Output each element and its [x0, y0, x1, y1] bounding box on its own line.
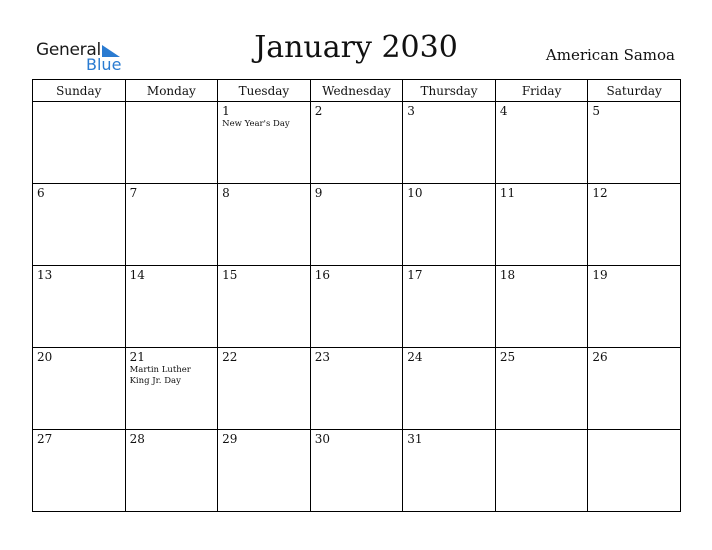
- day-number: 18: [499, 268, 516, 282]
- day-number: 6: [37, 186, 45, 200]
- day-cell: [125, 184, 218, 266]
- day-number: 12: [592, 186, 608, 200]
- weekday-header: Sunday: [33, 80, 126, 102]
- logo-text-blue: Blue: [86, 55, 122, 74]
- day-cell: [310, 348, 403, 430]
- weekday-header: Monday: [125, 80, 218, 102]
- day-cell: [310, 266, 403, 348]
- weekday-header-row: [33, 80, 681, 102]
- week-row: [33, 430, 681, 512]
- day-number: 11: [499, 186, 516, 200]
- week-row: [33, 266, 681, 348]
- day-cell: [125, 266, 218, 348]
- day-number: 19: [592, 268, 608, 282]
- day-number: 28: [129, 432, 145, 446]
- day-cell: [403, 348, 496, 430]
- calendar-title: January 2030: [254, 30, 458, 65]
- day-number: 27: [37, 432, 53, 446]
- day-cell: [588, 348, 681, 430]
- calendar-grid: [32, 79, 681, 512]
- day-cell: [218, 102, 311, 184]
- day-number: 23: [314, 350, 330, 364]
- day-cell: [33, 102, 126, 184]
- day-cell: [588, 430, 681, 512]
- day-cell: [310, 184, 403, 266]
- day-cell: [33, 184, 126, 266]
- day-cell: [125, 348, 218, 430]
- day-cell: [33, 430, 126, 512]
- day-number: 20: [37, 350, 53, 364]
- day-number: 16: [314, 268, 330, 282]
- day-cell: [218, 348, 311, 430]
- holiday-label: New Year's Day: [222, 119, 290, 129]
- day-number: 8: [222, 186, 230, 200]
- day-cell: [495, 430, 588, 512]
- day-cell: [218, 430, 311, 512]
- week-row: [33, 102, 681, 184]
- day-number: 29: [222, 432, 238, 446]
- day-number: 7: [129, 186, 138, 200]
- day-cell: [218, 184, 311, 266]
- day-number: 2: [314, 104, 323, 118]
- day-number: 5: [592, 104, 601, 118]
- day-number: 1: [222, 104, 230, 118]
- day-cell: [218, 266, 311, 348]
- day-number: 13: [37, 268, 53, 282]
- day-cell: [588, 102, 681, 184]
- region-label: American Samoa: [545, 46, 675, 64]
- weekday-header: Wednesday: [310, 80, 403, 102]
- holiday-label: Martin Luther King Jr. Day: [129, 365, 191, 386]
- day-cell: [495, 102, 588, 184]
- day-cell: [33, 348, 126, 430]
- day-cell: [33, 266, 126, 348]
- day-number: 31: [407, 432, 423, 446]
- weekday-header: Saturday: [588, 80, 681, 102]
- day-cell: [125, 430, 218, 512]
- day-cell: [403, 430, 496, 512]
- day-number: 17: [407, 268, 423, 282]
- week-row: [33, 348, 681, 430]
- day-cell: [310, 430, 403, 512]
- day-cell: [125, 102, 218, 184]
- day-cell: [403, 102, 496, 184]
- day-cell: [588, 184, 681, 266]
- day-cell: [588, 266, 681, 348]
- day-number: 10: [407, 186, 423, 200]
- weekday-header: Tuesday: [218, 80, 311, 102]
- weekday-header: Thursday: [403, 80, 496, 102]
- day-cell: [310, 102, 403, 184]
- day-cell: [495, 266, 588, 348]
- day-number: 24: [407, 350, 423, 364]
- day-number: 26: [592, 350, 608, 364]
- day-number: 3: [407, 104, 415, 118]
- day-number: 21: [129, 350, 145, 364]
- day-number: 14: [129, 268, 145, 282]
- week-row: [33, 184, 681, 266]
- day-number: 9: [314, 186, 323, 200]
- day-cell: [495, 348, 588, 430]
- day-number: 4: [499, 104, 508, 118]
- day-cell: [403, 266, 496, 348]
- day-cell: [495, 184, 588, 266]
- day-number: 22: [222, 350, 238, 364]
- day-cell: [403, 184, 496, 266]
- day-number: 30: [314, 432, 330, 446]
- day-number: 25: [499, 350, 516, 364]
- weekday-header: Friday: [495, 80, 588, 102]
- logo-text-general: General: [36, 40, 101, 60]
- day-number: 15: [222, 268, 238, 282]
